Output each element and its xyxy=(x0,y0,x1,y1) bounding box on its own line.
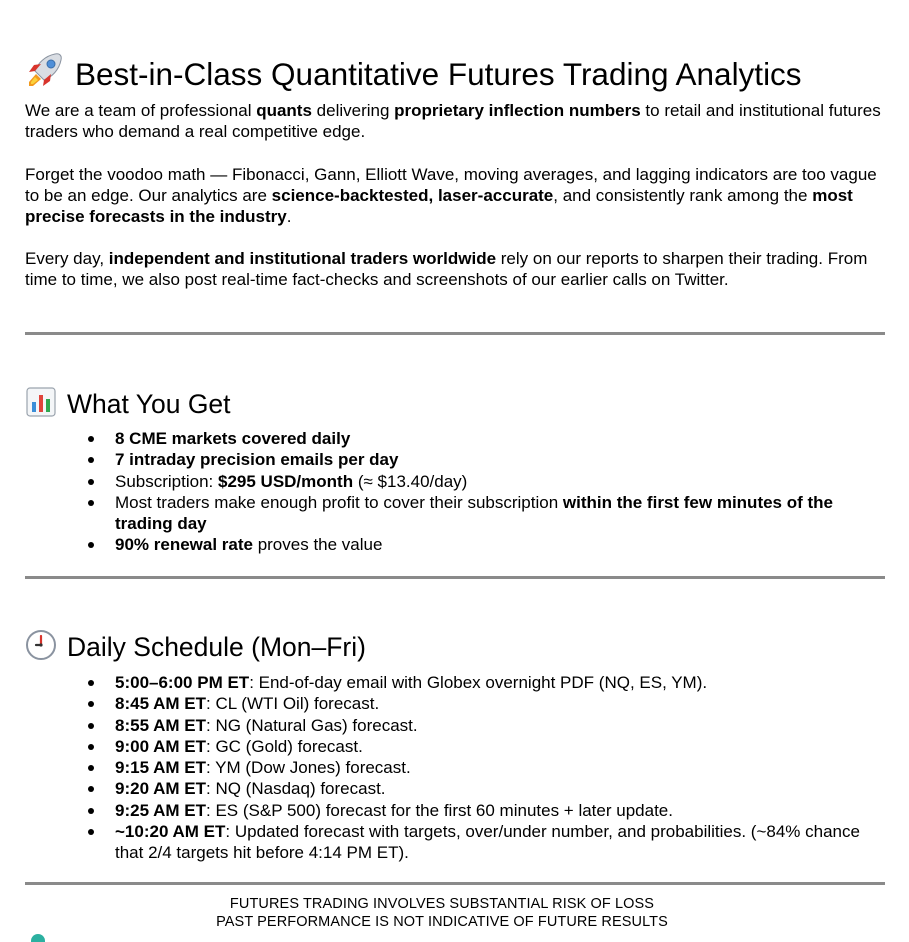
bar-chart-icon xyxy=(25,386,57,426)
risk-disclaimer xyxy=(0,895,884,931)
clock-icon xyxy=(25,629,57,669)
section-title-text: What You Get xyxy=(67,389,231,419)
section-title-text: Daily Schedule (Mon–Fri) xyxy=(67,632,366,662)
list-item: Most traders make enough profit to cover their subscription within the first few minutes of the trading day xyxy=(25,492,885,535)
rocket-icon xyxy=(25,50,65,99)
list-item: 8 CME markets covered daily xyxy=(25,428,885,449)
section-divider xyxy=(25,332,885,335)
list-item: Subscription: $295 USD/month (≈ $13.40/day) xyxy=(25,471,885,492)
list-item: ~10:20 AM ET: Updated forecast with targets, over/under number, and probabilities. (~84% chance that 2/4 targets hit before 4:14 PM ET). xyxy=(25,821,885,864)
schedule-list xyxy=(25,672,885,864)
section-title-what-you-get xyxy=(25,386,231,426)
section-divider xyxy=(25,576,885,579)
intro-paragraph-2: Forget the voodoo math — Fibonacci, Gann, Elliott Wave, moving averages, and lagging indicators are too vague to be an edge. Our analytics are science-backtested, laser-accurate, and consistently rank among the most precise forecasts in the industry. xyxy=(25,165,877,226)
intro-paragraph-3: Every day, independent and institutional traders worldwide rely on our reports to sharpen their trading. From time to time, we also post real-time fact-checks and screenshots of our earlier calls on Twitter. xyxy=(25,249,868,289)
disclaimer-line-2: PAST PERFORMANCE IS NOT INDICATIVE OF FUTURE RESULTS xyxy=(216,914,668,930)
list-item: 9:15 AM ET: YM (Dow Jones) forecast. xyxy=(25,757,885,778)
list-item: 9:25 AM ET: ES (S&P 500) forecast for the first 60 minutes + later update. xyxy=(25,800,885,821)
list-item: 8:55 AM ET: NG (Natural Gas) forecast. xyxy=(25,715,885,736)
disclaimer-line-1: FUTURES TRADING INVOLVES SUBSTANTIAL RISK OF LOSS xyxy=(229,896,655,912)
list-item: 9:20 AM ET: NQ (Nasdaq) forecast. xyxy=(25,778,885,799)
intro-paragraph-1: We are a team of professional quants delivering proprietary inflection numbers to retail and institutional futures traders who demand a real competitive edge. xyxy=(25,101,881,141)
list-item: 8:45 AM ET: CL (WTI Oil) forecast. xyxy=(25,693,885,714)
list-item: 9:00 AM ET: GC (Gold) forecast. xyxy=(25,736,885,757)
page-title xyxy=(25,50,802,99)
section-divider xyxy=(25,882,885,885)
section-title-schedule xyxy=(25,629,366,669)
list-item: 7 intraday precision emails per day xyxy=(25,449,885,470)
page-title-text: Best-in-Class Quantitative Futures Trading Analytics xyxy=(75,56,802,92)
partial-emoji-icon xyxy=(31,934,45,942)
list-item: 5:00–6:00 PM ET: End-of-day email with Globex overnight PDF (NQ, ES, YM). xyxy=(25,672,885,693)
what-you-get-list xyxy=(25,428,885,556)
list-item: 90% renewal rate proves the value xyxy=(25,534,885,555)
